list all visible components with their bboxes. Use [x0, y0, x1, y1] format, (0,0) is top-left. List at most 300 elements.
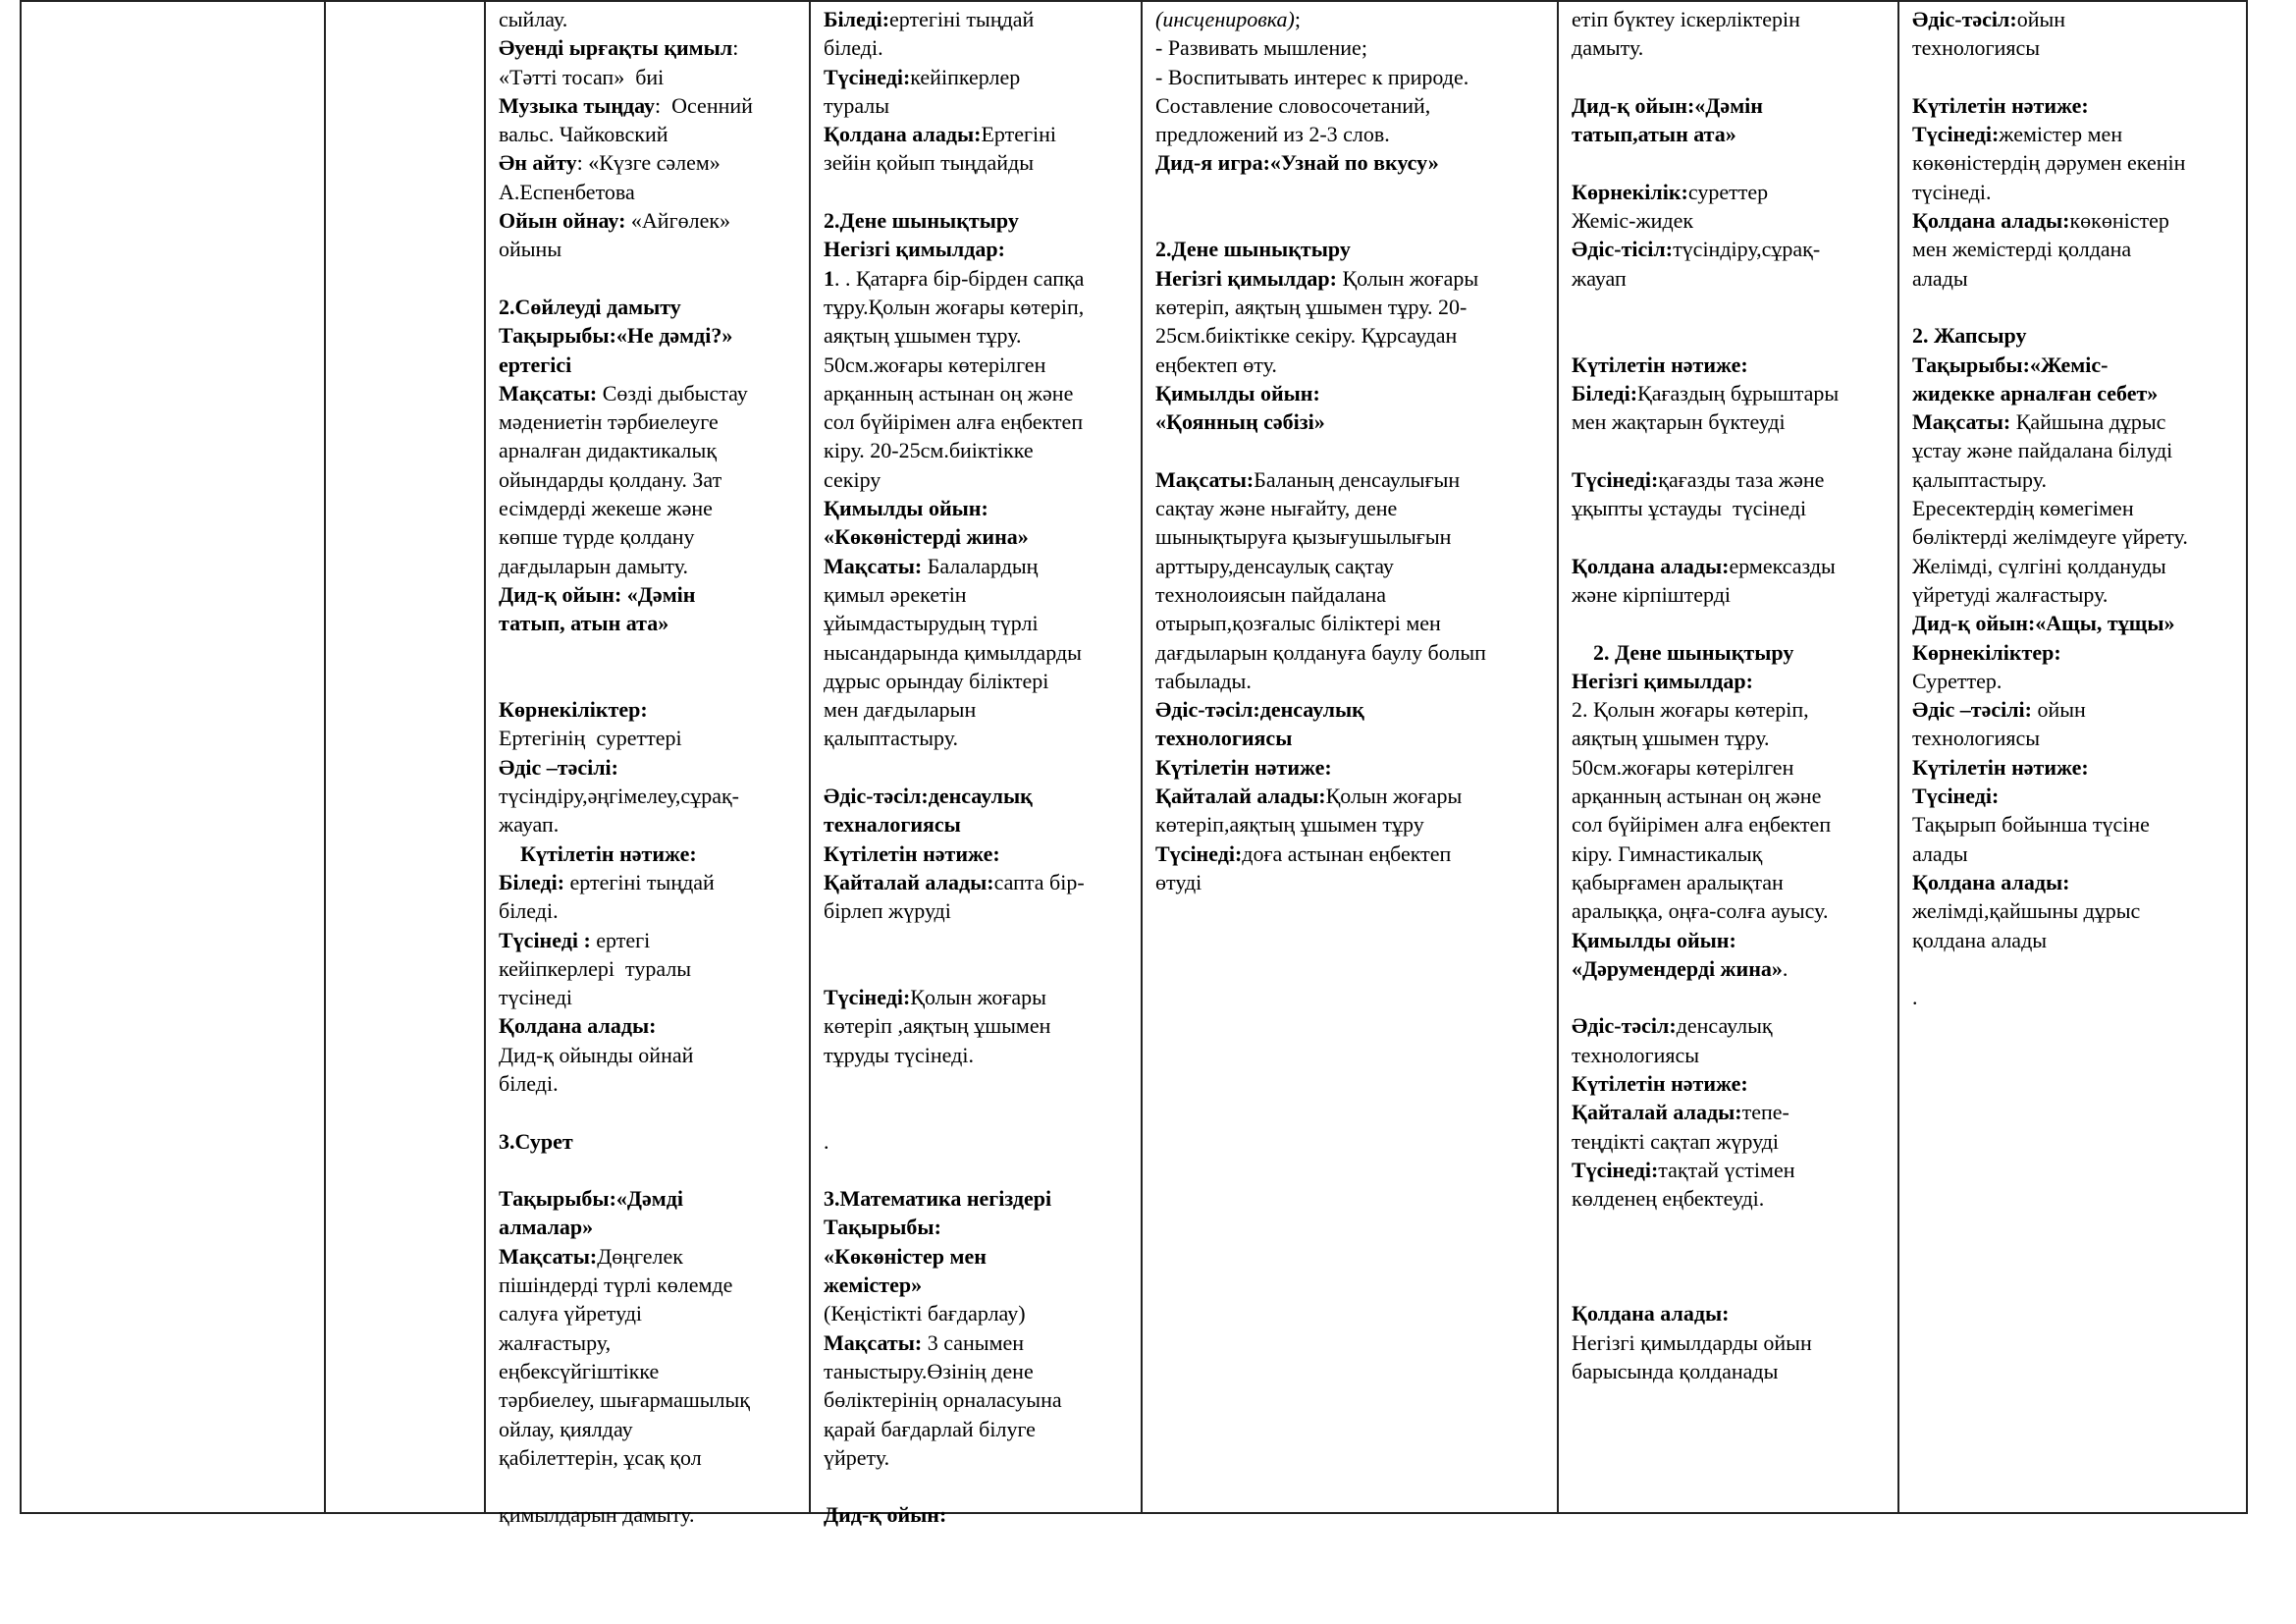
regular-text: .: [1782, 955, 1789, 981]
text-line: [499, 235, 809, 263]
regular-text: желімді,қайшыны дұрыс: [1912, 898, 2141, 924]
text-line: [499, 810, 809, 839]
text-line: [499, 33, 809, 62]
text-line: [824, 782, 1141, 810]
regular-text: Ертегіні: [981, 122, 1057, 147]
regular-text: 50см.жоғары көтерілген: [824, 352, 1046, 377]
text-line: [1572, 1156, 1897, 1184]
regular-text: отырып,қозғалыс біліктері мен: [1155, 611, 1441, 636]
text-line: [1155, 351, 1557, 379]
regular-text: доға астынан еңбектеп: [1242, 840, 1452, 866]
bold-label: Тақырыбы:«Жеміс-: [1912, 352, 2109, 377]
text-line: [824, 1098, 1141, 1126]
text-line: [1572, 407, 1897, 436]
text-line: [824, 1242, 1141, 1271]
regular-text: кіру. 20-25см.биіктікке: [824, 438, 1034, 463]
italic-text: (инсценировка): [1155, 7, 1295, 31]
regular-text: үйретуді жалғастыру.: [1912, 581, 2109, 607]
bold-label: Қимылды ойын:: [1155, 380, 1320, 406]
text-line: [824, 494, 1141, 522]
text-line: [1155, 753, 1557, 782]
text-line: [824, 264, 1141, 293]
text-line: [824, 896, 1141, 925]
bold-label: 2. Дене шынықтыру: [1572, 639, 1794, 665]
bold-label: Күтілетін нәтиже:: [1572, 352, 1748, 377]
text-line: [1912, 667, 2250, 695]
regular-text: табылады.: [1155, 668, 1252, 693]
bold-label: Күтілетін нәтиже:: [1912, 92, 2089, 118]
bold-label: 2.Дене шынықтыру: [824, 208, 1019, 234]
regular-text: тепе-: [1741, 1100, 1789, 1125]
regular-text: вальс. Чайковский: [499, 122, 668, 147]
text-line: [1155, 321, 1557, 350]
text-line: [824, 1299, 1141, 1327]
text-line: [1912, 379, 2250, 407]
text-line: [499, 1242, 809, 1271]
text-line: [1912, 926, 2250, 954]
bold-label: «Дәрумендерді жина»: [1572, 955, 1783, 981]
text-line: [824, 552, 1141, 580]
bold-label: Күтілетін нәтиже:: [824, 840, 1000, 866]
text-line: [824, 1156, 1141, 1184]
text-line: [1155, 63, 1557, 91]
text-line: [1155, 810, 1557, 839]
bold-label: Әдіс –тәсілі:: [499, 754, 618, 780]
text-line: [1572, 1069, 1897, 1098]
bold-label: Тақырыбы:«Дәмді: [499, 1186, 684, 1212]
text-line: [824, 1069, 1141, 1098]
regular-text: дамыту.: [1572, 35, 1644, 61]
regular-text: сыйлау.: [499, 7, 568, 31]
text-line: [1912, 436, 2250, 464]
text-line: [1912, 810, 2250, 839]
regular-text: арттыру,денсаулық сақтау: [1155, 553, 1394, 578]
regular-text: А.Еспенбетова: [499, 179, 635, 204]
text-line: [1155, 5, 1557, 33]
text-line: [1912, 321, 2250, 350]
text-line: [824, 810, 1141, 839]
bold-label: Қолдана алады:: [499, 1013, 657, 1039]
text-line: [499, 293, 809, 321]
regular-text: секіру: [824, 466, 881, 492]
regular-text: Сөзді дыбыстау: [597, 380, 748, 406]
bold-label: Тақырыбы:: [824, 1215, 941, 1240]
regular-text: тақтай үстімен: [1658, 1157, 1795, 1182]
regular-text: дұрыс орындау біліктері: [824, 668, 1049, 693]
text-line: [499, 1041, 809, 1069]
text-line: [824, 983, 1141, 1011]
table-cell-column-4: [811, 2, 1143, 1528]
text-line: [824, 638, 1141, 667]
text-line: [499, 1098, 809, 1126]
text-line: [1572, 580, 1897, 609]
regular-text: Жеміс-жидек: [1572, 208, 1694, 234]
bold-label: «Көкөністер мен: [824, 1243, 987, 1269]
regular-text: көтеріп,аяқтың ұшымен тұру: [1155, 812, 1424, 838]
text-line: [1912, 839, 2250, 868]
text-line: [1155, 868, 1557, 896]
text-line: [499, 1357, 809, 1385]
text-line: [1155, 839, 1557, 868]
bold-label: Дид-я игра:«Узнай по вкусу»: [1155, 150, 1439, 176]
bold-label: Көрнекіліктер:: [1912, 639, 2061, 665]
text-line: [824, 753, 1141, 782]
regular-text: сапта бір-: [993, 869, 1085, 894]
bold-label: Дид-қ ойын:: [824, 1502, 947, 1528]
text-line: [499, 1328, 809, 1357]
bold-label: Әдіс-тәсіл:денсаулық: [824, 784, 1033, 809]
text-line: [1572, 926, 1897, 954]
bold-label: Әуенді ырғақты қимыл: [499, 35, 733, 61]
regular-text: теңдікті сақтап жүруді: [1572, 1128, 1780, 1154]
text-line: [824, 321, 1141, 350]
regular-text: арналған дидактикалық: [499, 438, 718, 463]
bold-label: Түсінеді :: [499, 927, 591, 952]
text-line: [1912, 494, 2250, 522]
text-line: [499, 206, 809, 235]
text-line: [1572, 983, 1897, 1011]
text-line: [824, 465, 1141, 494]
regular-text: сол бүйірімен алға еңбектеп: [824, 409, 1084, 435]
regular-text: дағдыларын қолдануға баулу болып: [1155, 639, 1486, 665]
regular-text: аралыққа, оңға-солға ауысу.: [1572, 898, 1829, 924]
regular-text: технологиясы: [1572, 1042, 1700, 1067]
text-line: [824, 609, 1141, 637]
text-line: [1572, 235, 1897, 263]
text-line: [499, 1385, 809, 1414]
text-line: [1572, 1213, 1897, 1241]
text-line: [1572, 33, 1897, 62]
bold-label: Қайталай алады:: [1155, 784, 1326, 809]
text-line: [499, 91, 809, 120]
text-line: [499, 1184, 809, 1213]
text-line: [1912, 63, 2250, 91]
text-line: [1912, 351, 2250, 379]
regular-text: жауап.: [499, 812, 560, 838]
text-line: [1155, 436, 1557, 464]
regular-text: арқанның астынан оң және: [1572, 784, 1822, 809]
regular-text: ойыны: [499, 237, 562, 262]
table-cell-column-3: [486, 2, 811, 1528]
bold-label: Көрнекіліктер:: [499, 697, 648, 723]
regular-text: 25см.биіктікке секіру. Құрсаудан: [1155, 323, 1458, 349]
bold-label: 1: [824, 265, 834, 291]
text-line: [499, 782, 809, 810]
text-line: [499, 494, 809, 522]
bold-label: Түсінеді:: [1912, 784, 2000, 809]
text-line: [499, 1443, 809, 1472]
regular-text: түсіндіру,сұрақ-: [1673, 237, 1821, 262]
text-line: [1912, 782, 2250, 810]
text-line: [499, 1271, 809, 1299]
text-line: [824, 1127, 1141, 1156]
text-line: [499, 753, 809, 782]
bold-label: Күтілетін нәтиже:: [1572, 1070, 1748, 1096]
text-line: [499, 351, 809, 379]
text-line: [499, 868, 809, 896]
regular-text: тәрбиелеу, шығармашылық: [499, 1387, 750, 1413]
text-line: [824, 1415, 1141, 1443]
bold-label: Әдіс-тәсіл:денсаулық: [1155, 697, 1364, 723]
regular-text: туралы: [824, 92, 890, 118]
text-line: [1572, 264, 1897, 293]
regular-text: :: [732, 35, 739, 61]
text-line: [1572, 1242, 1897, 1271]
text-line: [499, 839, 809, 868]
bold-label: Қолдана алады:: [1572, 1301, 1730, 1326]
regular-text: алады: [1912, 265, 1968, 291]
text-line: [824, 206, 1141, 235]
bold-label: Ән айту: [499, 150, 577, 176]
lesson-plan-table: [20, 0, 2248, 1528]
regular-text: көтеріп ,аяқтың ұшымен: [824, 1013, 1051, 1039]
text-line: [1572, 638, 1897, 667]
regular-text: ертегі: [590, 927, 651, 952]
text-line: [1572, 552, 1897, 580]
text-line: [824, 1213, 1141, 1241]
bold-label: татып, атын ата»: [499, 611, 669, 636]
bold-label: Негізгі қимылдар:: [1155, 265, 1337, 291]
text-line: [1572, 63, 1897, 91]
regular-text: еңбексүйгіштікке: [499, 1358, 660, 1383]
text-line: [1912, 695, 2250, 724]
text-line: [1155, 235, 1557, 263]
regular-text: . . Қатарға бір-бірден сапқа: [834, 265, 1085, 291]
text-line: [824, 580, 1141, 609]
text-line: [499, 465, 809, 494]
regular-text: Тақырып бойынша түсіне: [1912, 812, 2150, 838]
text-line: [1572, 436, 1897, 464]
bold-label: Күтілетін нәтиже:: [1912, 754, 2089, 780]
text-line: [1912, 33, 2250, 62]
regular-text: : Осенний: [655, 92, 753, 118]
bold-label: Түсінеді:: [1912, 122, 2000, 147]
regular-text: еңбектеп өту.: [1155, 352, 1277, 377]
regular-text: «Айгөлек»: [625, 208, 731, 234]
text-line: [824, 33, 1141, 62]
regular-text: жалғастыру,: [499, 1329, 612, 1355]
text-line: [1155, 695, 1557, 724]
regular-text: Ересектердің көмегімен: [1912, 496, 2134, 521]
bold-label: «Қоянның сәбізі»: [1155, 409, 1325, 435]
regular-text: мәдениетін тәрбиелеуге: [499, 409, 719, 435]
table-cell-column-6: [1559, 2, 1899, 1512]
regular-text: пішіндерді түрлі көлемде: [499, 1272, 733, 1298]
text-line: [824, 1357, 1141, 1385]
regular-text: біледі.: [499, 1070, 559, 1096]
regular-text: қолдана алады: [1912, 927, 2048, 952]
text-line: [1572, 1328, 1897, 1357]
text-line: [1572, 810, 1897, 839]
bold-label: Мақсаты:: [1912, 409, 2011, 435]
bold-label: «Көкөністерді жина»: [824, 524, 1029, 550]
regular-text: ұқыпты ұстауды түсінеді: [1572, 496, 1807, 521]
regular-text: кейіпкерлер: [910, 64, 1021, 89]
regular-text: үйрету.: [824, 1444, 890, 1470]
bold-label: Қолдана алады:: [1912, 869, 2070, 894]
regular-text: қағазды таза және: [1658, 466, 1825, 492]
text-line: [824, 954, 1141, 983]
text-line: [499, 1415, 809, 1443]
text-line: [1155, 206, 1557, 235]
regular-text: нысандарында қимылдарды: [824, 639, 1082, 665]
text-line: [1572, 379, 1897, 407]
text-line: [824, 178, 1141, 206]
regular-text: көлденең еңбектеуді.: [1572, 1186, 1765, 1212]
regular-text: арқанның астынан оң және: [824, 380, 1074, 406]
text-line: [1912, 896, 2250, 925]
regular-text: мен жақтарын бүктеуді: [1572, 409, 1786, 435]
text-line: [824, 724, 1141, 752]
regular-text: және кірпіштерді: [1572, 581, 1732, 607]
text-line: [499, 1472, 809, 1500]
text-line: [1572, 206, 1897, 235]
text-line: [1572, 1184, 1897, 1213]
text-line: [1572, 954, 1897, 983]
bold-label: Негізгі қимылдар:: [1572, 668, 1753, 693]
regular-text: барысында қолданады: [1572, 1358, 1779, 1383]
text-line: [1912, 178, 2250, 206]
text-line: [1155, 379, 1557, 407]
regular-text: қалыптастыру.: [824, 726, 958, 751]
regular-text: Қағаздың бұрыштары: [1637, 380, 1840, 406]
text-line: [824, 379, 1141, 407]
bold-label: Әдіс –тәсілі:: [1912, 697, 2032, 723]
regular-text: Дид-қ ойынды ойнай: [499, 1042, 694, 1067]
text-line: [1912, 724, 2250, 752]
bold-label: Мақсаты:: [824, 553, 923, 578]
bold-label: 3.Математика негіздері: [824, 1186, 1052, 1212]
text-line: [499, 896, 809, 925]
text-line: [499, 580, 809, 609]
text-line: [1572, 494, 1897, 522]
text-line: [824, 868, 1141, 896]
text-line: [499, 1127, 809, 1156]
regular-text: ойлау, қиялдау: [499, 1416, 633, 1441]
regular-text: таныстыру.Өзінің дене: [824, 1358, 1034, 1383]
regular-text: қимылдарын дамыту.: [499, 1502, 695, 1528]
bold-label: Түсінеді:: [824, 985, 911, 1010]
text-line: [824, 667, 1141, 695]
regular-text: алады: [1912, 840, 1968, 866]
regular-text: зейін қойып тыңдайды: [824, 150, 1035, 176]
text-line: [1572, 293, 1897, 321]
text-line: [1572, 695, 1897, 724]
bold-label: 2.Сөйлеуді дамыту: [499, 294, 681, 319]
regular-text: қабілеттерін, ұсақ қол: [499, 1444, 702, 1470]
table-cell-column-5: [1143, 2, 1559, 1512]
regular-text: ермексазды: [1729, 553, 1836, 578]
regular-text: салуға үйретуді: [499, 1301, 643, 1326]
text-line: [1155, 667, 1557, 695]
regular-text: Суреттер.: [1912, 668, 2002, 693]
text-line: [1572, 724, 1897, 752]
text-line: [1155, 465, 1557, 494]
text-line: [1572, 1127, 1897, 1156]
text-line: [1155, 120, 1557, 148]
regular-text: көпше түрде қолдану: [499, 524, 695, 550]
regular-text: көтеріп, аяқтың ұшымен тұру. 20-: [1155, 294, 1468, 319]
text-line: [1155, 264, 1557, 293]
text-line: [1155, 91, 1557, 120]
bold-label: Мақсаты:: [824, 1329, 923, 1355]
text-line: [824, 1328, 1141, 1357]
regular-text: сол бүйірімен алға еңбектеп: [1572, 812, 1832, 838]
text-line: [824, 695, 1141, 724]
text-line: [1912, 522, 2250, 551]
bold-label: 2.Дене шынықтыру: [1155, 237, 1351, 262]
regular-text: өтуді: [1155, 869, 1202, 894]
bold-label: техналогиясы: [824, 812, 961, 838]
regular-text: мен жемістерді қолдана: [1912, 237, 2132, 262]
text-line: [1912, 206, 2250, 235]
regular-text: қалыптастыру.: [1912, 466, 2047, 492]
text-line: [499, 724, 809, 752]
text-line: [1912, 868, 2250, 896]
text-line: [824, 1385, 1141, 1414]
text-line: [1155, 407, 1557, 436]
regular-text: ұйымдастырудың түрлі: [824, 611, 1039, 636]
text-line: [499, 436, 809, 464]
regular-text: (Кеңістікті бағдарлау): [824, 1301, 1026, 1326]
regular-text: түсінеді.: [1912, 179, 1992, 204]
text-line: [499, 983, 809, 1011]
regular-text: Дөңгелек: [597, 1243, 683, 1269]
text-line: [1912, 954, 2250, 983]
text-line: [824, 839, 1141, 868]
regular-text: көкөністердің дәрумен екенін: [1912, 150, 2186, 176]
regular-text: технологиясы: [1912, 35, 2041, 61]
bold-label: Мақсаты:: [499, 1243, 598, 1269]
text-line: [1155, 522, 1557, 551]
text-line: [1912, 264, 2250, 293]
text-line: [1912, 120, 2250, 148]
bold-label: Дид-қ ойын:«Ащы, тұщы»: [1912, 611, 2175, 636]
table-cell-column-2: [326, 2, 486, 1512]
bold-label: Біледі:: [1572, 380, 1638, 406]
regular-text: мен дағдыларын: [824, 697, 977, 723]
text-line: [824, 235, 1141, 263]
text-line: [1912, 235, 2250, 263]
bold-label: Қолдана алады:: [1572, 553, 1730, 578]
text-line: [1155, 552, 1557, 580]
text-line: [824, 120, 1141, 148]
bold-label: технологиясы: [1155, 726, 1293, 751]
text-line: [499, 1299, 809, 1327]
regular-text: ертегіні тыңдай: [889, 7, 1035, 31]
bold-label: Күтілетін нәтиже:: [499, 840, 697, 866]
text-line: [1155, 494, 1557, 522]
regular-text: дағдыларын дамыту.: [499, 553, 689, 578]
text-line: [499, 695, 809, 724]
text-line: [1155, 638, 1557, 667]
text-line: [499, 321, 809, 350]
regular-text: жауап: [1572, 265, 1627, 291]
text-line: [824, 436, 1141, 464]
regular-text: бірлеп жүруді: [824, 898, 951, 924]
text-line: [1572, 465, 1897, 494]
text-line: [1912, 91, 2250, 120]
text-line: [1572, 896, 1897, 925]
bold-label: алмалар»: [499, 1215, 594, 1240]
bold-label: Біледі:: [499, 869, 565, 894]
text-line: [1572, 522, 1897, 551]
regular-text: .: [824, 1128, 829, 1154]
text-line: [499, 1156, 809, 1184]
regular-text: есімдерді жекеше және: [499, 496, 713, 521]
regular-text: аяқтың ұшымен тұру.: [824, 323, 1022, 349]
text-line: [1572, 753, 1897, 782]
